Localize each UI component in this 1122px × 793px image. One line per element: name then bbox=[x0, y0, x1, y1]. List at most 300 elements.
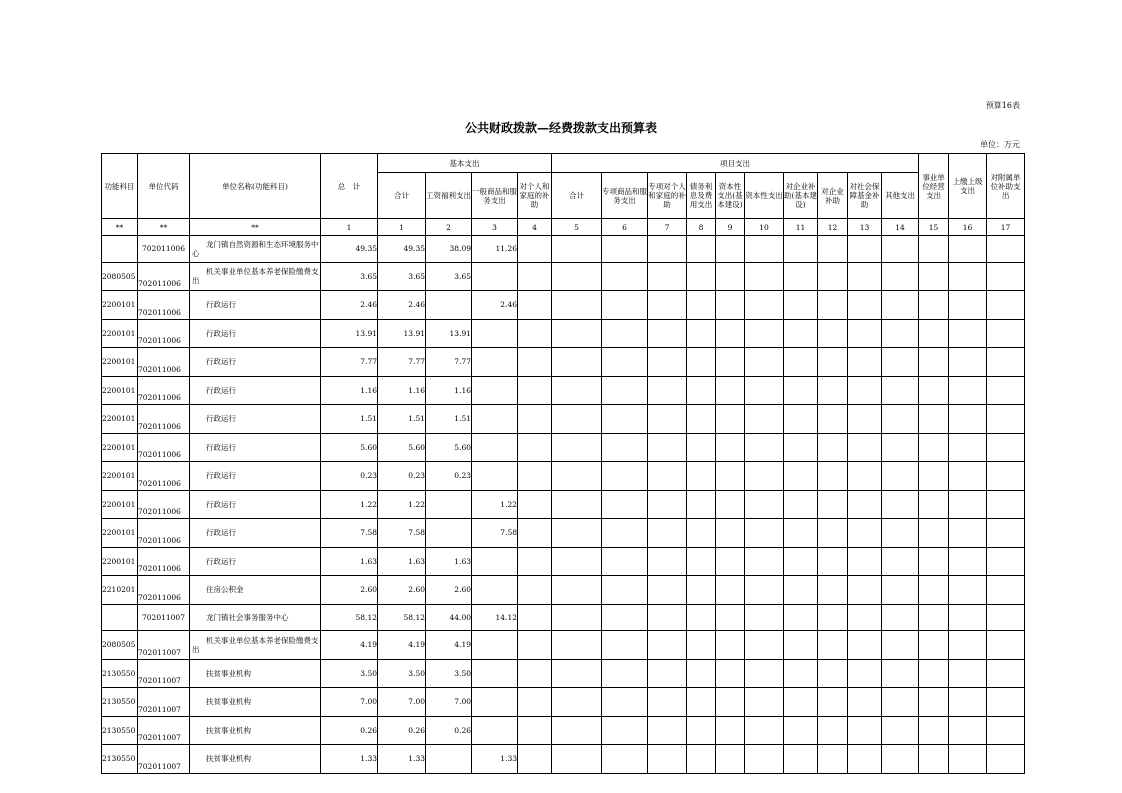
empty-cell bbox=[745, 688, 784, 717]
unit-name-cell: 机关事业单位基本养老保险缴费支出 bbox=[190, 262, 321, 291]
empty-cell bbox=[745, 433, 784, 462]
empty-cell bbox=[848, 291, 882, 320]
empty-cell bbox=[716, 547, 745, 576]
unit-code-cell: 702011006 bbox=[138, 433, 190, 462]
func-subject-cell: 2200101 bbox=[102, 547, 138, 576]
empty-cell bbox=[949, 462, 987, 491]
empty-cell bbox=[987, 688, 1025, 717]
index-cell: 7 bbox=[648, 219, 687, 236]
empty-cell bbox=[648, 547, 687, 576]
empty-cell bbox=[745, 659, 784, 688]
empty-cell bbox=[987, 576, 1025, 605]
empty-cell bbox=[919, 490, 949, 519]
index-cell: 2 bbox=[426, 219, 472, 236]
table-row bbox=[102, 462, 1025, 491]
empty-cell bbox=[987, 433, 1025, 462]
empty-cell bbox=[987, 716, 1025, 745]
empty-cell bbox=[784, 688, 818, 717]
empty-cell bbox=[818, 236, 848, 263]
basic-total-cell: 2.60 bbox=[378, 576, 426, 605]
header-project-group: 项目支出 bbox=[552, 154, 919, 173]
empty-cell bbox=[987, 319, 1025, 348]
table-row bbox=[102, 291, 1025, 320]
family-subsidy-cell bbox=[518, 262, 552, 291]
empty-cell bbox=[602, 547, 648, 576]
header-superior-payment: 上缴上级支出 bbox=[949, 154, 987, 219]
total-cell: 2.60 bbox=[321, 576, 378, 605]
goods-cell: 14.12 bbox=[472, 604, 518, 631]
basic-total-cell: 1.16 bbox=[378, 376, 426, 405]
empty-cell bbox=[949, 319, 987, 348]
empty-cell bbox=[687, 236, 716, 263]
goods-cell bbox=[472, 319, 518, 348]
empty-cell bbox=[687, 547, 716, 576]
goods-cell bbox=[472, 631, 518, 660]
empty-cell bbox=[648, 376, 687, 405]
empty-cell bbox=[552, 291, 602, 320]
func-subject-cell: 2200101 bbox=[102, 462, 138, 491]
index-cell: ** bbox=[190, 219, 321, 236]
header-capital: 资本性支出 bbox=[745, 173, 784, 219]
empty-cell bbox=[784, 291, 818, 320]
empty-cell bbox=[784, 405, 818, 434]
empty-cell bbox=[552, 716, 602, 745]
empty-cell bbox=[745, 262, 784, 291]
empty-cell bbox=[784, 631, 818, 660]
unit-name-cell: 扶贫事业机构 bbox=[190, 688, 321, 717]
empty-cell bbox=[687, 462, 716, 491]
table-row bbox=[102, 604, 1025, 631]
family-subsidy-cell bbox=[518, 462, 552, 491]
empty-cell bbox=[987, 262, 1025, 291]
empty-cell bbox=[602, 319, 648, 348]
func-subject-cell: 2210201 bbox=[102, 576, 138, 605]
empty-cell bbox=[745, 547, 784, 576]
salary-cell: 3.65 bbox=[426, 262, 472, 291]
unit-code-cell: 702011006 bbox=[138, 490, 190, 519]
empty-cell bbox=[745, 631, 784, 660]
empty-cell bbox=[919, 659, 949, 688]
empty-cell bbox=[949, 405, 987, 434]
empty-cell bbox=[648, 319, 687, 348]
unit-name-cell: 行政运行 bbox=[190, 405, 321, 434]
empty-cell bbox=[784, 319, 818, 348]
empty-cell bbox=[919, 631, 949, 660]
empty-cell bbox=[552, 376, 602, 405]
empty-cell bbox=[745, 348, 784, 377]
empty-cell bbox=[602, 405, 648, 434]
salary-cell: 5.60 bbox=[426, 433, 472, 462]
family-subsidy-cell bbox=[518, 745, 552, 774]
empty-cell bbox=[745, 319, 784, 348]
family-subsidy-cell bbox=[518, 236, 552, 263]
header-index-row bbox=[102, 219, 1025, 236]
basic-total-cell: 7.58 bbox=[378, 519, 426, 548]
empty-cell bbox=[648, 745, 687, 774]
empty-cell bbox=[687, 631, 716, 660]
unit-code-cell: 702011007 bbox=[138, 716, 190, 745]
index-cell: 6 bbox=[602, 219, 648, 236]
empty-cell bbox=[552, 348, 602, 377]
empty-cell bbox=[882, 604, 919, 631]
empty-cell bbox=[882, 688, 919, 717]
salary-cell: 7.00 bbox=[426, 688, 472, 717]
total-cell: 1.22 bbox=[321, 490, 378, 519]
table-row bbox=[102, 519, 1025, 548]
salary-cell: 2.60 bbox=[426, 576, 472, 605]
empty-cell bbox=[648, 716, 687, 745]
empty-cell bbox=[848, 405, 882, 434]
func-subject-cell: 2200101 bbox=[102, 291, 138, 320]
empty-cell bbox=[882, 319, 919, 348]
empty-cell bbox=[949, 659, 987, 688]
empty-cell bbox=[784, 462, 818, 491]
total-cell: 58.12 bbox=[321, 604, 378, 631]
empty-cell bbox=[784, 376, 818, 405]
empty-cell bbox=[848, 716, 882, 745]
salary-cell: 1.51 bbox=[426, 405, 472, 434]
empty-cell bbox=[552, 688, 602, 717]
basic-total-cell: 3.65 bbox=[378, 262, 426, 291]
salary-cell: 4.19 bbox=[426, 631, 472, 660]
basic-total-cell: 3.50 bbox=[378, 659, 426, 688]
empty-cell bbox=[745, 376, 784, 405]
index-cell: 1 bbox=[378, 219, 426, 236]
empty-cell bbox=[987, 376, 1025, 405]
empty-cell bbox=[987, 462, 1025, 491]
empty-cell bbox=[949, 433, 987, 462]
empty-cell bbox=[602, 462, 648, 491]
empty-cell bbox=[882, 631, 919, 660]
empty-cell bbox=[552, 576, 602, 605]
empty-cell bbox=[987, 519, 1025, 548]
empty-cell bbox=[716, 576, 745, 605]
index-cell: 15 bbox=[919, 219, 949, 236]
index-cell: 17 bbox=[987, 219, 1025, 236]
empty-cell bbox=[716, 519, 745, 548]
empty-cell bbox=[848, 745, 882, 774]
total-cell: 5.60 bbox=[321, 433, 378, 462]
empty-cell bbox=[687, 716, 716, 745]
unit-name-cell: 行政运行 bbox=[190, 433, 321, 462]
table-row bbox=[102, 716, 1025, 745]
empty-cell bbox=[818, 688, 848, 717]
unit-code-cell: 702011006 bbox=[138, 376, 190, 405]
table-row bbox=[102, 490, 1025, 519]
empty-cell bbox=[919, 262, 949, 291]
empty-cell bbox=[716, 462, 745, 491]
goods-cell bbox=[472, 262, 518, 291]
unit-code-cell: 702011007 bbox=[138, 604, 190, 631]
empty-cell bbox=[919, 745, 949, 774]
empty-cell bbox=[949, 576, 987, 605]
empty-cell bbox=[745, 490, 784, 519]
empty-cell bbox=[987, 291, 1025, 320]
empty-cell bbox=[949, 745, 987, 774]
empty-cell bbox=[716, 631, 745, 660]
empty-cell bbox=[919, 462, 949, 491]
empty-cell bbox=[602, 490, 648, 519]
table-row bbox=[102, 262, 1025, 291]
empty-cell bbox=[745, 604, 784, 631]
family-subsidy-cell bbox=[518, 688, 552, 717]
empty-cell bbox=[882, 576, 919, 605]
header-enterprise: 对企业补助 bbox=[818, 173, 848, 219]
header-affiliate-subsidy: 对附属单位补助支出 bbox=[987, 154, 1025, 219]
family-subsidy-cell bbox=[518, 490, 552, 519]
empty-cell bbox=[716, 236, 745, 263]
empty-cell bbox=[818, 490, 848, 519]
empty-cell bbox=[602, 745, 648, 774]
empty-cell bbox=[848, 236, 882, 263]
salary-cell bbox=[426, 519, 472, 548]
header-capital-construction: 资本性支出(基本建设) bbox=[716, 173, 745, 219]
func-subject-cell: 2200101 bbox=[102, 433, 138, 462]
goods-cell bbox=[472, 688, 518, 717]
empty-cell bbox=[602, 291, 648, 320]
empty-cell bbox=[848, 576, 882, 605]
family-subsidy-cell bbox=[518, 604, 552, 631]
empty-cell bbox=[882, 547, 919, 576]
empty-cell bbox=[882, 348, 919, 377]
table-row bbox=[102, 576, 1025, 605]
empty-cell bbox=[716, 745, 745, 774]
empty-cell bbox=[687, 576, 716, 605]
empty-cell bbox=[716, 716, 745, 745]
func-subject-cell: 2130550 bbox=[102, 688, 138, 717]
func-subject-cell: 2200101 bbox=[102, 490, 138, 519]
empty-cell bbox=[687, 291, 716, 320]
basic-total-cell: 0.23 bbox=[378, 462, 426, 491]
index-cell: 9 bbox=[716, 219, 745, 236]
empty-cell bbox=[745, 519, 784, 548]
empty-cell bbox=[848, 376, 882, 405]
empty-cell bbox=[949, 519, 987, 548]
salary-cell bbox=[426, 490, 472, 519]
empty-cell bbox=[552, 631, 602, 660]
total-cell: 0.26 bbox=[321, 716, 378, 745]
unit-name-cell: 行政运行 bbox=[190, 376, 321, 405]
family-subsidy-cell bbox=[518, 716, 552, 745]
total-cell: 1.51 bbox=[321, 405, 378, 434]
empty-cell bbox=[687, 519, 716, 548]
empty-cell bbox=[919, 348, 949, 377]
family-subsidy-cell bbox=[518, 433, 552, 462]
empty-cell bbox=[552, 262, 602, 291]
empty-cell bbox=[987, 631, 1025, 660]
unit-name-cell: 行政运行 bbox=[190, 319, 321, 348]
empty-cell bbox=[648, 462, 687, 491]
empty-cell bbox=[648, 659, 687, 688]
empty-cell bbox=[716, 433, 745, 462]
basic-total-cell: 4.19 bbox=[378, 631, 426, 660]
goods-cell bbox=[472, 547, 518, 576]
header-special-subsidy: 专项对个人和家庭的补助 bbox=[648, 173, 687, 219]
unit-name-cell: 行政运行 bbox=[190, 462, 321, 491]
goods-cell: 1.33 bbox=[472, 745, 518, 774]
table-row bbox=[102, 348, 1025, 377]
func-subject-cell bbox=[102, 604, 138, 631]
goods-cell: 1.22 bbox=[472, 490, 518, 519]
empty-cell bbox=[602, 659, 648, 688]
unit-code-cell: 702011006 bbox=[138, 319, 190, 348]
empty-cell bbox=[818, 631, 848, 660]
family-subsidy-cell bbox=[518, 631, 552, 660]
unit-name-cell: 龙门镇社会事务服务中心 bbox=[190, 604, 321, 631]
unit-name-cell: 住房公积金 bbox=[190, 576, 321, 605]
unit-code-cell: 702011007 bbox=[138, 688, 190, 717]
empty-cell bbox=[784, 236, 818, 263]
salary-cell: 3.50 bbox=[426, 659, 472, 688]
empty-cell bbox=[784, 659, 818, 688]
empty-cell bbox=[818, 519, 848, 548]
goods-cell bbox=[472, 462, 518, 491]
index-cell: 5 bbox=[552, 219, 602, 236]
family-subsidy-cell bbox=[518, 376, 552, 405]
func-subject-cell: 2200101 bbox=[102, 405, 138, 434]
table-row bbox=[102, 376, 1025, 405]
empty-cell bbox=[818, 462, 848, 491]
empty-cell bbox=[602, 688, 648, 717]
empty-cell bbox=[716, 376, 745, 405]
empty-cell bbox=[919, 519, 949, 548]
empty-cell bbox=[949, 547, 987, 576]
basic-total-cell: 1.63 bbox=[378, 547, 426, 576]
empty-cell bbox=[882, 745, 919, 774]
empty-cell bbox=[552, 547, 602, 576]
unit-code-cell: 702011006 bbox=[138, 462, 190, 491]
empty-cell bbox=[687, 405, 716, 434]
family-subsidy-cell bbox=[518, 319, 552, 348]
unit-code-cell: 702011006 bbox=[138, 576, 190, 605]
empty-cell bbox=[919, 716, 949, 745]
header-enterprise-construction: 对企业补助(基本建设) bbox=[784, 173, 818, 219]
empty-cell bbox=[687, 490, 716, 519]
header-salary: 工资福利支出 bbox=[426, 173, 472, 219]
empty-cell bbox=[848, 262, 882, 291]
empty-cell bbox=[784, 348, 818, 377]
empty-cell bbox=[987, 490, 1025, 519]
empty-cell bbox=[745, 716, 784, 745]
salary-cell: 13.91 bbox=[426, 319, 472, 348]
empty-cell bbox=[687, 688, 716, 717]
empty-cell bbox=[687, 348, 716, 377]
goods-cell: 11.26 bbox=[472, 236, 518, 263]
basic-total-cell: 1.51 bbox=[378, 405, 426, 434]
index-cell: 11 bbox=[784, 219, 818, 236]
empty-cell bbox=[919, 433, 949, 462]
goods-cell bbox=[472, 576, 518, 605]
basic-total-cell: 0.26 bbox=[378, 716, 426, 745]
table-row bbox=[102, 319, 1025, 348]
empty-cell bbox=[552, 659, 602, 688]
table-row bbox=[102, 433, 1025, 462]
empty-cell bbox=[602, 376, 648, 405]
empty-cell bbox=[987, 405, 1025, 434]
salary-cell: 44.00 bbox=[426, 604, 472, 631]
total-cell: 3.50 bbox=[321, 659, 378, 688]
empty-cell bbox=[716, 490, 745, 519]
index-cell: 13 bbox=[848, 219, 882, 236]
empty-cell bbox=[552, 490, 602, 519]
empty-cell bbox=[602, 236, 648, 263]
table-row bbox=[102, 547, 1025, 576]
basic-total-cell: 7.00 bbox=[378, 688, 426, 717]
goods-cell: 2.46 bbox=[472, 291, 518, 320]
empty-cell bbox=[687, 262, 716, 291]
empty-cell bbox=[648, 236, 687, 263]
table-row bbox=[102, 659, 1025, 688]
total-cell: 1.16 bbox=[321, 376, 378, 405]
empty-cell bbox=[687, 376, 716, 405]
empty-cell bbox=[882, 659, 919, 688]
header-unit-name: 单位名称(功能科目) bbox=[190, 154, 321, 219]
empty-cell bbox=[949, 376, 987, 405]
empty-cell bbox=[648, 519, 687, 548]
salary-cell: 0.23 bbox=[426, 462, 472, 491]
func-subject-cell: 2130550 bbox=[102, 716, 138, 745]
header-social-security: 对社会保障基金补助 bbox=[848, 173, 882, 219]
goods-cell bbox=[472, 659, 518, 688]
empty-cell bbox=[552, 405, 602, 434]
header-total: 总 计 bbox=[321, 154, 378, 219]
empty-cell bbox=[987, 659, 1025, 688]
empty-cell bbox=[848, 631, 882, 660]
empty-cell bbox=[784, 604, 818, 631]
empty-cell bbox=[716, 319, 745, 348]
empty-cell bbox=[784, 519, 818, 548]
empty-cell bbox=[648, 262, 687, 291]
header-func-subject: 功能科目 bbox=[102, 154, 138, 219]
basic-total-cell: 1.22 bbox=[378, 490, 426, 519]
empty-cell bbox=[882, 433, 919, 462]
unit-label: 单位：万元 bbox=[980, 140, 1020, 149]
table-row bbox=[102, 688, 1025, 717]
empty-cell bbox=[949, 631, 987, 660]
index-cell: 14 bbox=[882, 219, 919, 236]
empty-cell bbox=[848, 348, 882, 377]
func-subject-cell: 2200101 bbox=[102, 376, 138, 405]
empty-cell bbox=[552, 236, 602, 263]
empty-cell bbox=[602, 348, 648, 377]
empty-cell bbox=[784, 576, 818, 605]
index-cell: 8 bbox=[687, 219, 716, 236]
empty-cell bbox=[745, 236, 784, 263]
index-cell: 4 bbox=[518, 219, 552, 236]
empty-cell bbox=[648, 433, 687, 462]
empty-cell bbox=[987, 236, 1025, 263]
empty-cell bbox=[552, 519, 602, 548]
empty-cell bbox=[848, 547, 882, 576]
goods-cell bbox=[472, 348, 518, 377]
header-unit-code: 单位代码 bbox=[138, 154, 190, 219]
empty-cell bbox=[848, 688, 882, 717]
empty-cell bbox=[648, 604, 687, 631]
family-subsidy-cell bbox=[518, 519, 552, 548]
empty-cell bbox=[949, 236, 987, 263]
header-debt-interest: 债务利息及费用支出 bbox=[687, 173, 716, 219]
index-cell: 1 bbox=[321, 219, 378, 236]
empty-cell bbox=[716, 348, 745, 377]
salary-cell: 7.77 bbox=[426, 348, 472, 377]
empty-cell bbox=[818, 433, 848, 462]
empty-cell bbox=[949, 348, 987, 377]
table-row bbox=[102, 631, 1025, 660]
empty-cell bbox=[602, 576, 648, 605]
empty-cell bbox=[648, 348, 687, 377]
salary-cell: 1.16 bbox=[426, 376, 472, 405]
salary-cell: 1.63 bbox=[426, 547, 472, 576]
